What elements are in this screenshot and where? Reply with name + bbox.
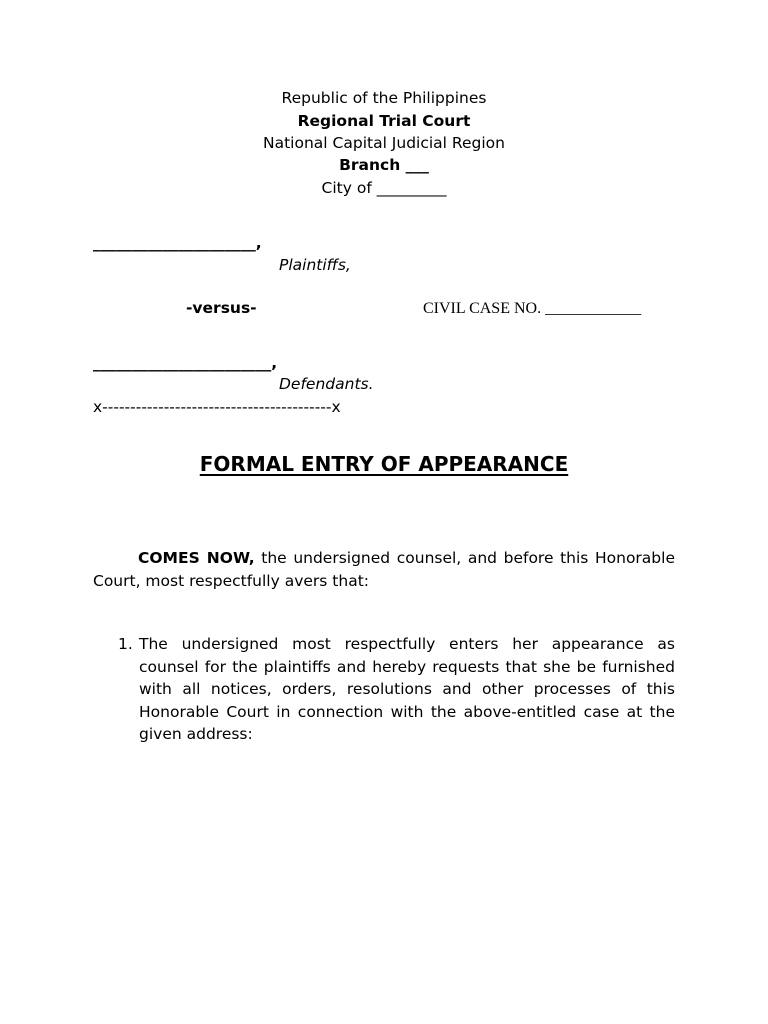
- intro-lead: COMES NOW,: [138, 549, 255, 567]
- plaintiffs-label: Plaintiffs,: [279, 256, 351, 274]
- defendant-blank: _______________________,: [93, 354, 278, 372]
- list-item-number: 1.: [118, 635, 133, 653]
- header-republic: Republic of the Philippines: [281, 89, 487, 107]
- document-title: FORMAL ENTRY OF APPEARANCE: [199, 452, 569, 476]
- header-city: City of _________: [321, 179, 447, 197]
- intro-rest: the undersigned counsel, and before this Honorable Court, most respectfully avers that:: [93, 549, 675, 590]
- header-branch: Branch ___: [339, 156, 429, 174]
- versus-label: -versus-: [186, 299, 257, 317]
- defendants-label: Defendants.: [279, 375, 374, 393]
- header-court: Regional Trial Court: [297, 112, 471, 130]
- list-item-text: The undersigned most respectfully enters her appearance as counsel for the plaintiffs and hereby requests that she be furnished with all notices, orders, resolutions and other processes of this Honorable Court in connection with the above-entitled case at the given address:: [139, 635, 675, 743]
- plaintiff-blank: _____________________,: [93, 234, 262, 252]
- intro-paragraph: [93, 547, 675, 592]
- civil-case-number: CIVIL CASE NO. ____________: [423, 300, 642, 317]
- header-region: National Capital Judicial Region: [263, 134, 505, 152]
- caption-separator: x-----------------------------------------x: [93, 398, 341, 416]
